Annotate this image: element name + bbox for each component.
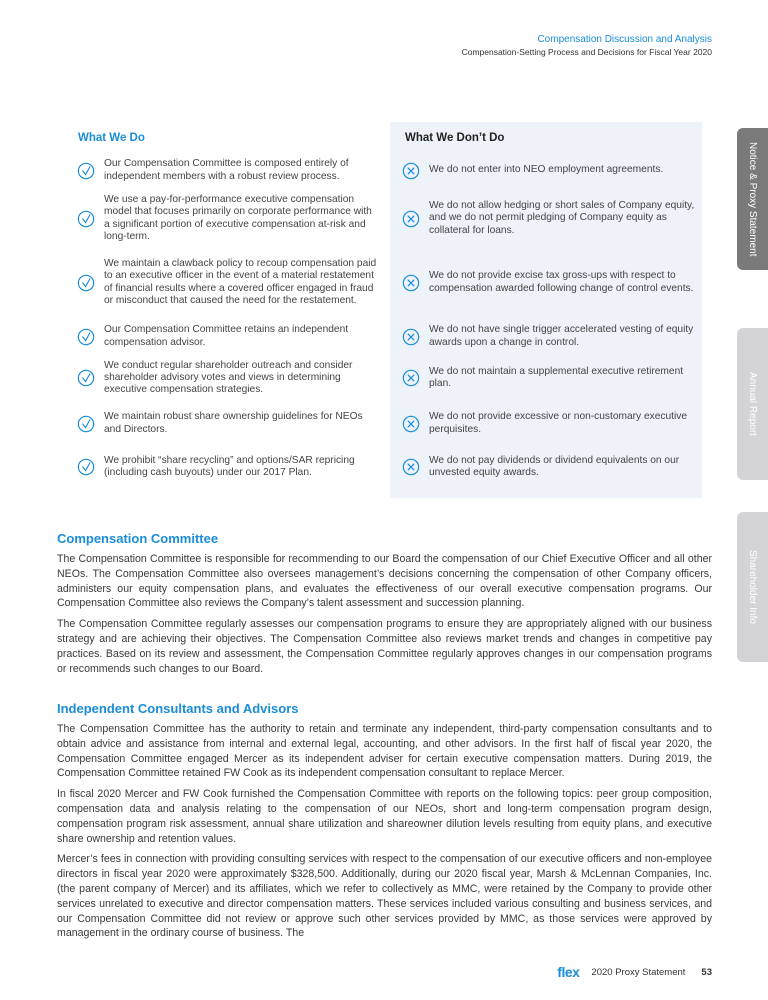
x-circle-icon	[402, 369, 420, 387]
flex-logo: flex	[557, 964, 580, 980]
check-circle-icon	[77, 162, 95, 180]
tab-label: Notice & Proxy Statement	[747, 141, 758, 257]
list-item-text: We do not maintain a supplemental executive retirement plan.	[429, 365, 684, 389]
section-heading: Independent Consultants and Advisors	[57, 701, 299, 716]
list-item-text: We do not provide excessive or non-customary executive perquisites.	[429, 411, 688, 435]
x-circle-icon	[402, 162, 420, 180]
list-item-text: We do not enter into NEO employment agreements.	[429, 164, 664, 176]
consultants-section	[57, 701, 712, 947]
list-item-text: Our Compensation Committee is composed entirely of independent members with a robust review process.	[104, 158, 349, 182]
list-item	[402, 402, 702, 445]
tab-label: Annual Report	[747, 372, 758, 436]
check-circle-icon	[77, 328, 95, 346]
footer	[557, 964, 712, 980]
section-title: Compensation Discussion and Analysis	[537, 34, 712, 45]
list-item	[402, 319, 702, 354]
paragraph: In fiscal 2020 Mercer and FW Cook furnished the Compensation Committee with reports on the following topics: peer group composition, compensation data and analysis relating to the compensation of our NEOs, short and long-term compensation program design, compensation program risk assessment, annual share utilization and shareowner dilution levels resulting from equity plans, and executive share ownership and retention values.	[57, 788, 712, 845]
check-circle-icon	[77, 415, 95, 433]
x-circle-icon	[402, 210, 420, 228]
list-item-text: Our Compensation Committee retains an independent compensation advisor.	[104, 324, 349, 348]
x-circle-icon	[402, 458, 420, 476]
tab-shareholder-info[interactable]	[737, 512, 768, 662]
x-circle-icon	[402, 415, 420, 433]
list-item	[77, 191, 377, 246]
list-item-text: We prohibit “share recycling” and options/SAR repricing (including cash buyouts) under our 2017 Plan.	[104, 454, 355, 478]
what-we-dont-do-list	[402, 150, 702, 489]
list-item	[77, 445, 377, 489]
paragraph: The Compensation Committee regularly assesses our compensation programs to ensure they are appropriately aligned with our business strategy and are achieving their objectives. The Compensation Committee also reviews market trends and changes in competitive pay practices. Based on its review and assessment, the Compensation Committee regularly approves changes in our compensation programs or recommends such changes to our Board.	[57, 618, 712, 675]
check-circle-icon	[77, 274, 95, 292]
tab-label: Shareholder Info	[747, 550, 758, 624]
list-item-text: We use a pay-for-performance executive compensation model that focuses primarily on corporate performance with a significant portion of executive compensation at-risk and long-term.	[104, 194, 372, 242]
list-item-text: We conduct regular shareholder outreach and consider shareholder advisory votes and views in determining executive compensation strategies.	[104, 359, 353, 396]
x-circle-icon	[402, 328, 420, 346]
check-circle-icon	[77, 458, 95, 476]
paragraph: The Compensation Committee has the authority to retain and terminate any independent, third-party compensation consultants and to obtain advice and assistance from internal and external legal, accounting, and other advisors. In the first half of fiscal year 2020, the Compensation Committee engaged Mercer as its independent adviser for certain executive compensation matters. During 2019, the Compensation Committee retained FW Cook as its independent compensation consultant to replace Mercer.	[57, 723, 712, 780]
list-item	[402, 354, 702, 402]
list-item-text: We do not allow hedging or short sales of Company equity, and we do not permit pledging of Company equity as collateral for loans.	[429, 200, 695, 236]
list-item	[77, 150, 377, 191]
what-we-do-heading: What We Do	[78, 132, 145, 144]
list-item	[402, 150, 702, 191]
tab-annual-report[interactable]	[737, 328, 768, 480]
subsection-title: Compensation-Setting Process and Decisions for Fiscal Year 2020	[461, 47, 712, 57]
list-item-text: We do not provide excise tax gross-ups with respect to compensation awarded following change of control events.	[429, 270, 694, 294]
list-item	[77, 354, 377, 402]
list-item	[77, 402, 377, 445]
page-number: 53	[701, 966, 712, 978]
list-item-text: We do not have single trigger accelerated vesting of equity awards upon a change in control.	[429, 324, 694, 348]
list-item	[77, 319, 377, 354]
document-name: 2020 Proxy Statement	[591, 966, 686, 978]
list-item	[402, 191, 702, 246]
tab-notice-proxy-statement[interactable]	[737, 128, 768, 270]
what-we-do-list	[77, 150, 377, 489]
list-item-text: We maintain a clawback policy to recoup compensation paid to an executive officer in the event of a material restatement of financial results where a covered officer engaged in fraud or misconduct that caused the need for the restatement.	[104, 258, 377, 306]
check-circle-icon	[77, 369, 95, 387]
list-item-text: We do not pay dividends or dividend equivalents on our unvested equity awards.	[429, 454, 680, 478]
paragraph: Mercer’s fees in connection with providing consulting services with respect to the compensation of our executive officers and non-employee directors in fiscal year 2020 were approximately $328,500. Additionally, during our 2020 fiscal year, Marsh & McLennan Companies, Inc. (the parent company of Mercer) and its affiliates, which we refer to collectively as MMC, were retained by the Company to provide other services unrelated to executive and director compensation matters. These services included various consulting and business services, and our Compensation Committee did not review or approve such other services provided by MMC, as those services were approved by management in the ordinary course of business. The	[57, 853, 712, 940]
list-item	[402, 246, 702, 319]
check-circle-icon	[77, 210, 95, 228]
compensation-committee-section	[57, 531, 712, 682]
list-item-text: We maintain robust share ownership guidelines for NEOs and Directors.	[104, 411, 363, 435]
what-we-dont-do-heading: What We Don’t Do	[405, 132, 505, 144]
section-heading: Compensation Committee	[57, 531, 219, 546]
x-circle-icon	[402, 274, 420, 292]
list-item	[77, 246, 377, 319]
paragraph: The Compensation Committee is responsible for recommending to our Board the compensation of our Chief Executive Officer and all other NEOs. The Compensation Committee also oversees management’s decisions concerning the compensation of other Company officers, administers our equity compensation plans, and evaluates the effectiveness of our overall executive compensation programs. Our Compensation Committee also reviews the Company’s talent assessment and succession planning.	[57, 553, 712, 610]
list-item	[402, 445, 702, 489]
